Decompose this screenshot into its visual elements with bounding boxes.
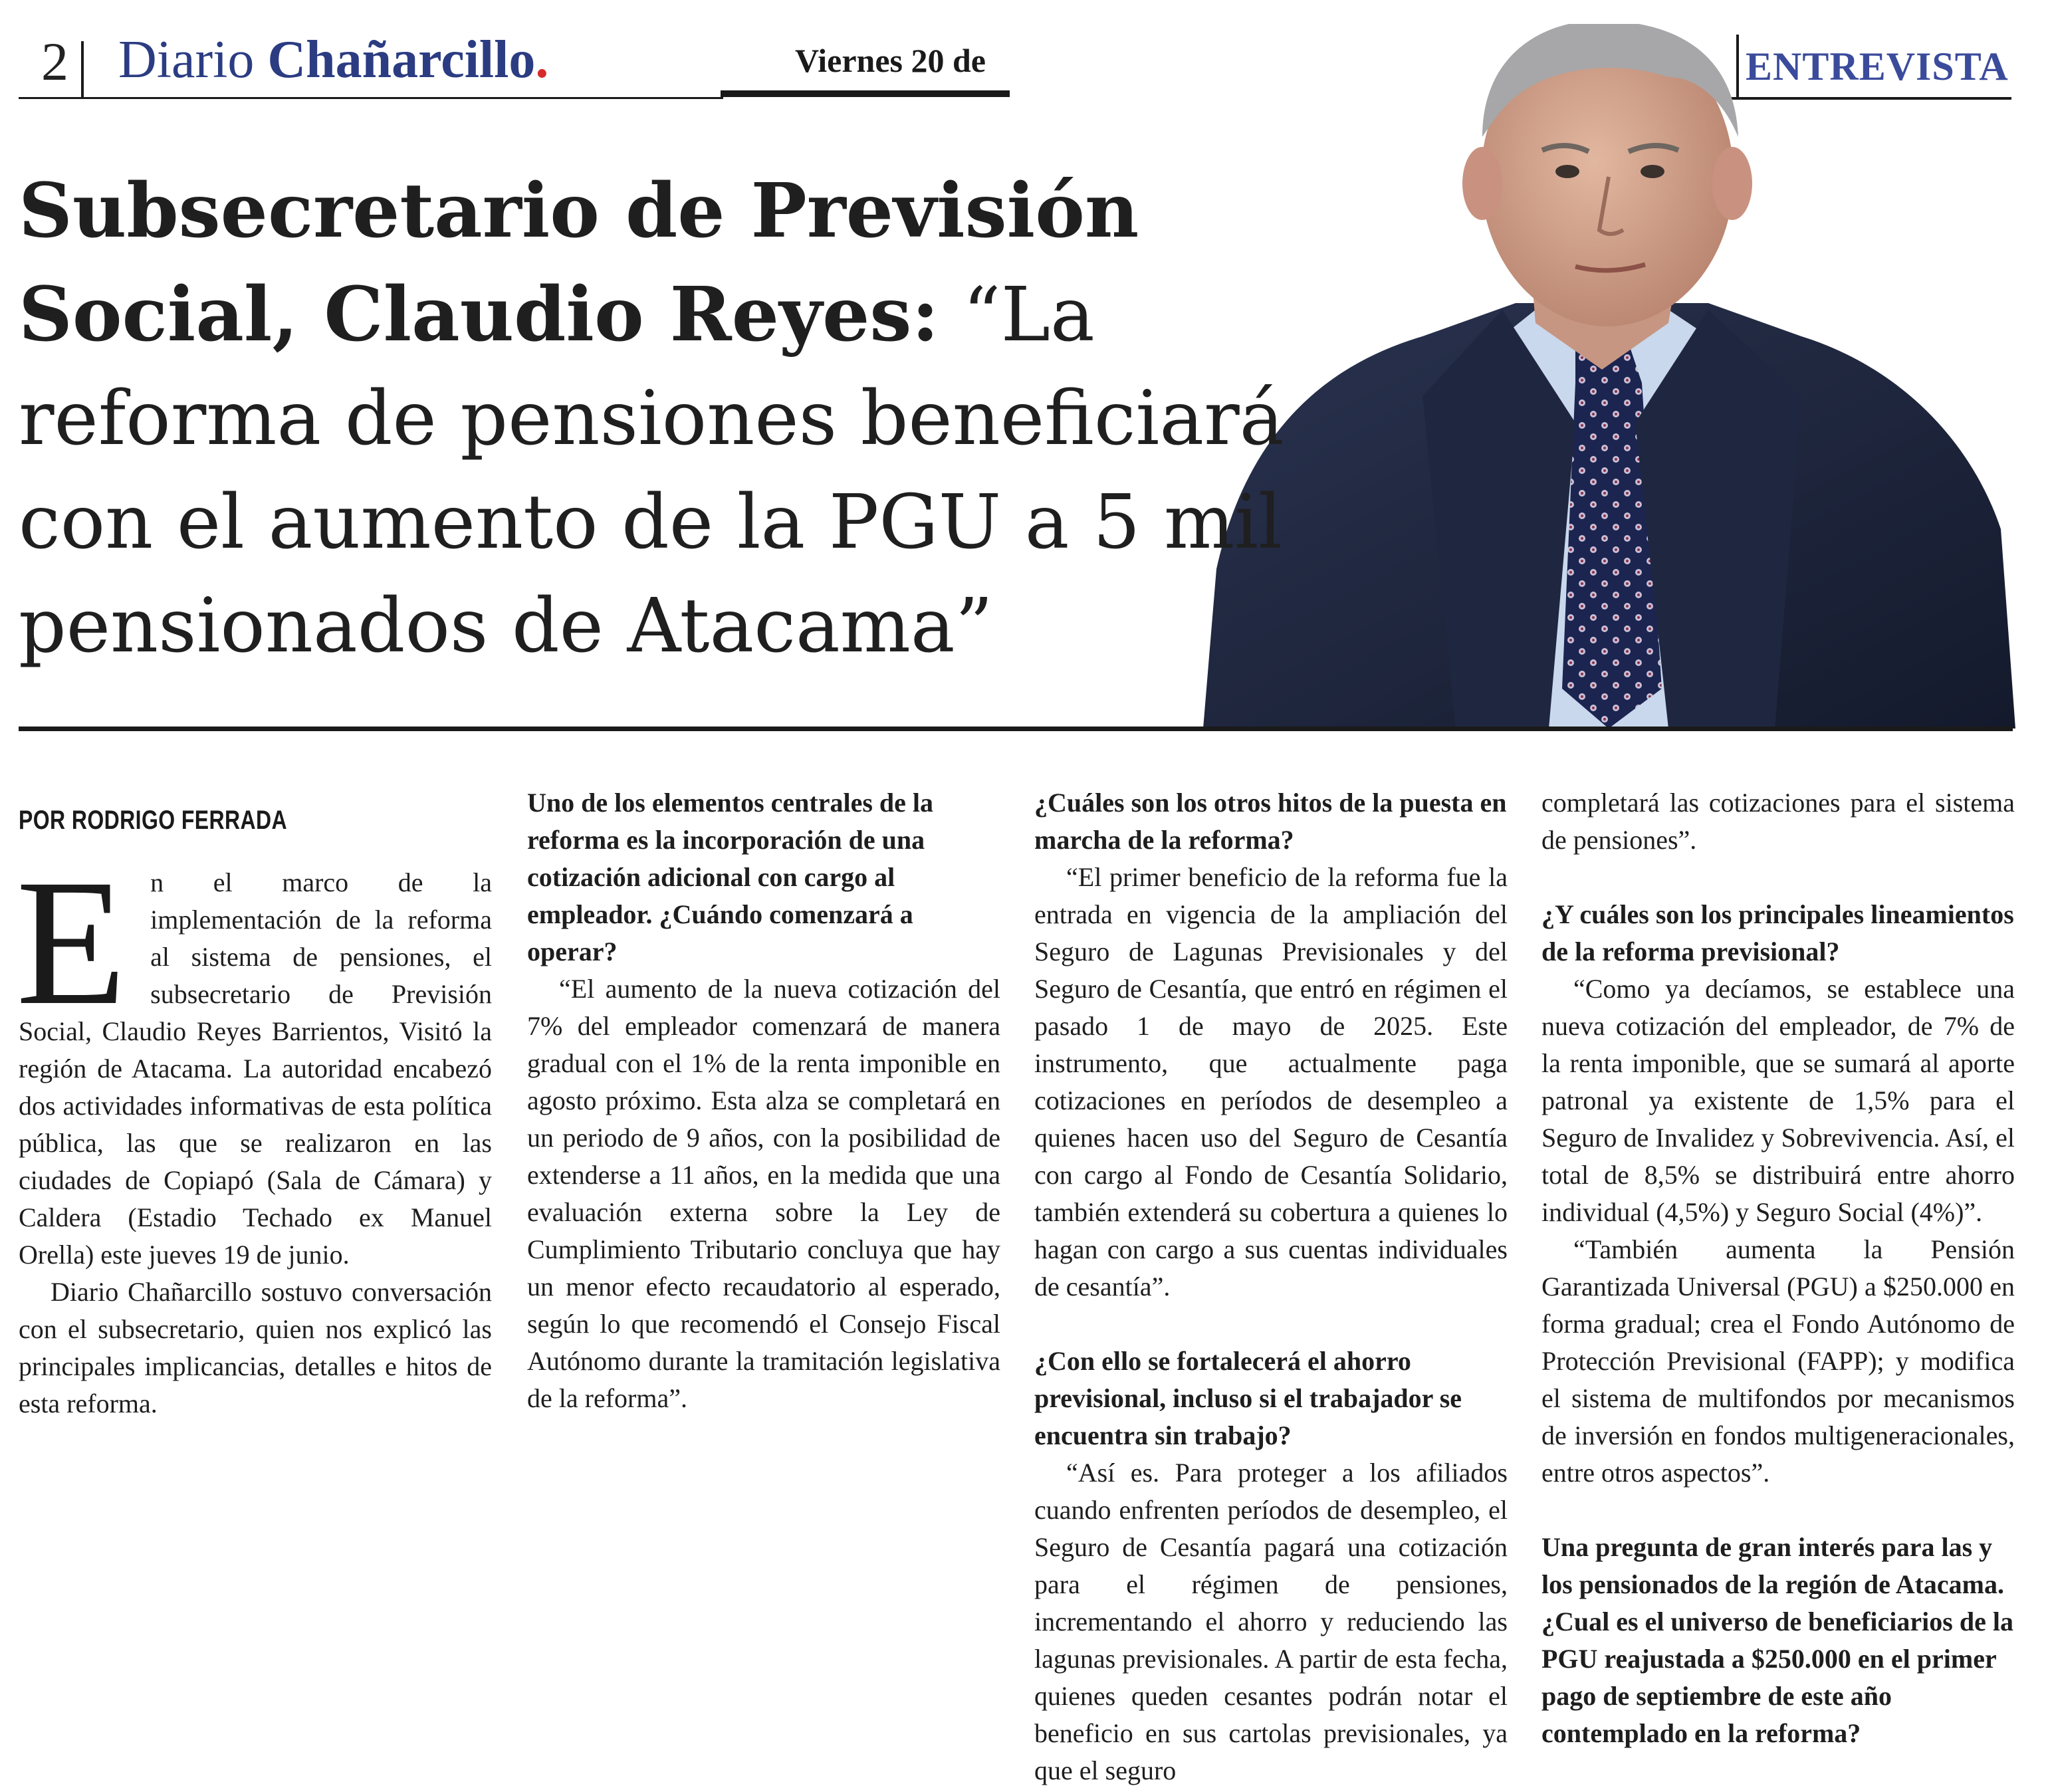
newspaper-name-dot: .: [535, 31, 549, 89]
article-column-3: [1034, 784, 1508, 1789]
paragraph-gap: [1541, 859, 2015, 896]
issue-date: Viernes 20 de: [795, 42, 986, 79]
intro-text: n el marco de la implementación de la reforma al sistema de pensiones, el subsecretario de Previsión Social, Claudio Reyes Barrientos, Visitó la región de Atacama. La autoridad encabezó dos actividades informativas de esta política pública, las que se realizaron en las ciudades de Copiapó (Sala de Cámara) y Caldera (Estadio Techado ex Manuel Orella) este jueves 19 de junio.: [19, 867, 492, 1270]
article-column-4: [1541, 784, 2015, 1752]
intro-paragraph: [16, 842, 492, 1274]
interview-answer: “El primer beneficio de la reforma fue la entrada en vigencia de la ampliación del Seguro de Lagunas Previsionales y del Seguro de Cesantía, que entró en régimen el pasado 1 de mayo de 2025. Este instrumento, que actualmente paga cotizaciones en períodos de desempleo a quienes hacen uso del Seguro de Cesantía con cargo al Fondo de Cesantía Solidario, también extenderá su cobertura a quienes lo hagan con cargo a sus cuentas individuales de cesantía”.: [1034, 862, 1508, 1301]
masthead-rule: [19, 97, 723, 99]
interview-question: ¿Y cuáles son los principales lineamientos de la reforma previsional?: [1541, 899, 2014, 966]
byline: POR RODRIGO FERRADA: [19, 806, 288, 835]
article-column-2: [527, 784, 1000, 1417]
interview-answer: “Así es. Para proteger a los afiliados cuando enfrenten períodos de desempleo, el Seguro de Cesantía pagará una cotización para el régimen de pensiones, incrementando el ahorro y reduciendo las lagunas previsionales. A partir de esta fecha, quienes queden cesantes podrán notar el beneficio en sus cartolas previsionales, ya que el seguro: [1034, 1458, 1508, 1785]
interview-question: ¿Cuáles son los otros hitos de la puesta en marcha de la reforma?: [1034, 788, 1507, 855]
masthead-divider: [81, 41, 84, 97]
section-label: ENTREVISTA: [1746, 45, 2009, 88]
interview-answer: “También aumenta la Pensión Garantizada Universal (PGU) a $250.000 en forma gradual; crea el Fondo Autónomo de Protección Previsional (FAPP); y modifica el sistema de multifondos por mecanismos de inversión en fondos multigeneracionales, entre otros aspectos”.: [1541, 1234, 2015, 1488]
newspaper-name: [118, 31, 549, 89]
paragraph-gap: [1541, 1492, 2015, 1529]
headline: [19, 160, 1355, 678]
paragraph-gap: [1034, 1305, 1508, 1343]
newspaper-name-light: Diario: [118, 31, 268, 89]
interview-answer: “Como ya decíamos, se establece una nueva cotización del empleador, de 7% de la renta imponible, que se sumará al aporte patronal ya existente de 1,5% para el Seguro de Invalidez y Sobrevivencia. Así, el total de 8,5% se distribuirá entre ahorro individual (4,5%) y Seguro Social (4%)”.: [1541, 974, 2015, 1227]
newspaper-name-bold: Chañarcillo: [267, 31, 536, 89]
interview-question: ¿Con ello se fortalecerá el ahorro previsional, incluso si el trabajador se encuentra sin trabajo?: [1034, 1346, 1462, 1450]
page-number: 2: [41, 31, 68, 92]
answer-continuation: completará las cotizaciones para el sistema de pensiones”.: [1541, 788, 2015, 855]
drop-cap: E: [16, 842, 127, 1042]
headline-rule: [19, 727, 2013, 731]
headline-lead: Subsecretario de Previsión Social, Claudio Reyes:: [19, 168, 1139, 358]
headline-quote: “La reforma de pensiones beneficiará con el aumento de la PGU a 5 mil pensionados de Atacama”: [19, 272, 1284, 669]
article-column-1: [16, 842, 492, 1422]
interview-question: Uno de los elementos centrales de la reforma es la incorporación de una cotización adicional con cargo al empleador. ¿Cuándo comenzará a operar?: [527, 788, 934, 966]
date-rule: [721, 90, 1010, 97]
body-paragraph: Diario Chañarcillo sostuvo conversación con el subsecretario, quien nos explicó las principales implicancias, detalles e hitos de esta reforma.: [19, 1277, 492, 1418]
interview-answer: “El aumento de la nueva cotización del 7% del empleador comenzará de manera gradual con el 1% de la renta imponible en agosto próximo. Esta alza se completará en un periodo de 9 años, con la posibilidad de extenderse a 11 años, en la medida que una evaluación externa sobre la Ley de Cumplimiento Tributario concluya que hay un menor efecto recaudatorio al esperado, según lo que recomendó el Consejo Fiscal Autónomo durante la tramitación legislativa de la reforma”.: [527, 974, 1000, 1413]
interview-question: Una pregunta de gran interés para las y los pensionados de la región de Atacama. ¿Cual es el universo de beneficiarios de la PGU reajustada a $250.000 en el primer pago de septiembre de este año contemplado en la reforma?: [1541, 1532, 2013, 1748]
